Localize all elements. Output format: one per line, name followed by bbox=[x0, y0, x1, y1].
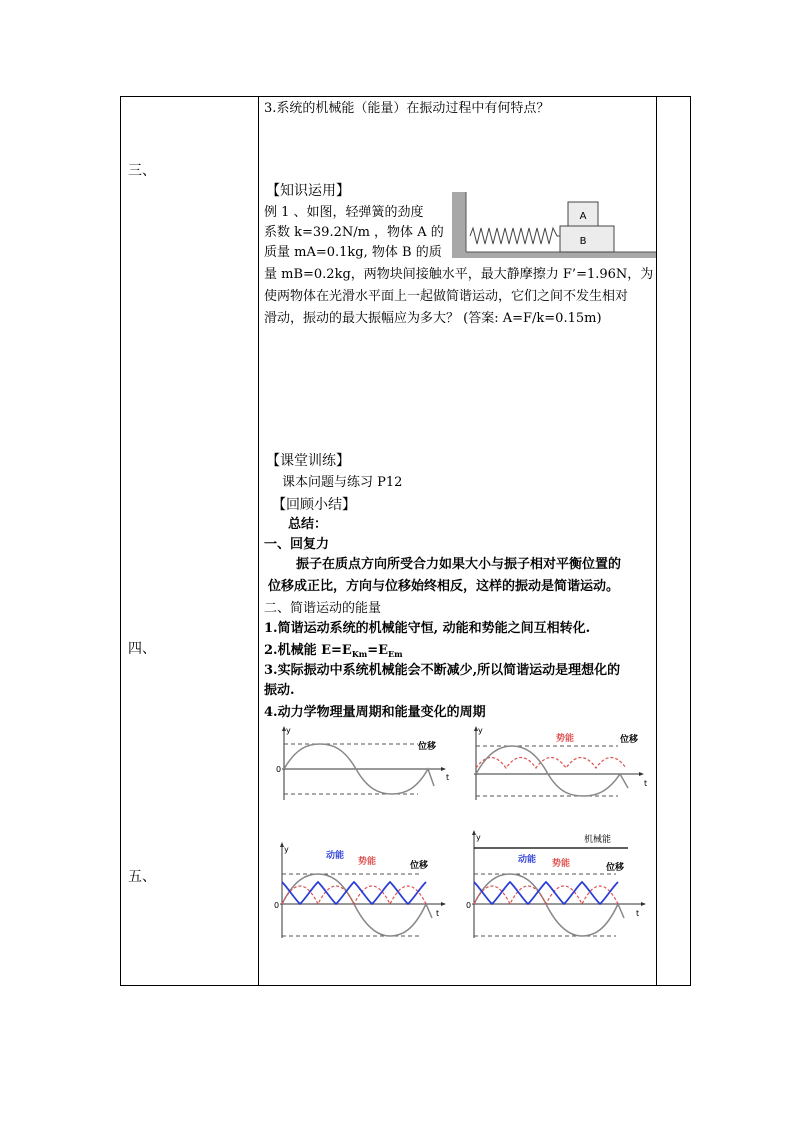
displacement-label: 位移 bbox=[620, 735, 639, 745]
row-label-san: 三、 bbox=[128, 163, 156, 179]
item-3-line-1: 3.实际振动中系统机械能会不断减少,所以简谐运动是理想化的 bbox=[264, 663, 621, 678]
displacement-label: 位移 bbox=[410, 861, 429, 871]
mechanical-label: 机械能 bbox=[584, 835, 612, 845]
potential-label: 势能 bbox=[358, 857, 377, 867]
item-4: 4.动力学物理量周期和能量变化的周期 bbox=[264, 705, 486, 720]
displacement-label: 位移 bbox=[606, 863, 625, 873]
potential-label: 势能 bbox=[556, 734, 575, 744]
example-line-2: 系数 k=39.2N/m ，物体 A 的 bbox=[264, 225, 444, 240]
column-divider-left bbox=[258, 96, 259, 986]
example-line-5: 使两物体在光滑水平面上一起做简谐运动，它们之间不发生相对 bbox=[264, 289, 629, 304]
block-a-label: A bbox=[579, 211, 587, 222]
axis-t-label: t bbox=[446, 773, 450, 782]
item-2: 2.机械能 $E=E_{Km}=E_{Em}$ bbox=[264, 643, 403, 659]
origin-label: 0 bbox=[276, 765, 282, 774]
kinetic-label: 动能 bbox=[326, 851, 345, 861]
graph-energy bbox=[272, 842, 452, 942]
example-line-1: 例 1 、如图，轻弹簧的劲度 bbox=[264, 205, 424, 220]
section-1-line-1: 振子在质点方向所受合力如果大小与振子相对平衡位置的 bbox=[296, 557, 622, 572]
example-line-4: 量 mB=0.2kg，两物块间接触水平，最大静摩擦力 F’=1.96N，为 bbox=[264, 267, 654, 282]
question-3: 3.系统的机械能（能量）在振动过程中有何特点？ bbox=[264, 101, 550, 116]
origin-label: 0 bbox=[466, 901, 472, 910]
row-label-si: 四、 bbox=[128, 641, 156, 657]
potential-label: 势能 bbox=[552, 859, 571, 869]
axis-t-label: t bbox=[644, 779, 648, 788]
axis-t-label: t bbox=[636, 909, 640, 918]
column-divider-right bbox=[656, 96, 657, 986]
displacement-label: 位移 bbox=[418, 742, 437, 752]
knowledge-title: 【知识运用】 bbox=[266, 183, 350, 199]
section-2-title: 二、简谐运动的能量 bbox=[264, 601, 382, 616]
practice-text: 课本问题与练习 P12 bbox=[282, 475, 403, 490]
item-1: 1.简谐运动系统的机械能守恒, 动能和势能之间互相转化. bbox=[264, 621, 591, 636]
kinetic-label: 动能 bbox=[518, 855, 537, 865]
origin-label: 0 bbox=[274, 901, 280, 910]
axis-y-label: y bbox=[478, 726, 483, 735]
axis-y-label: y bbox=[286, 726, 291, 735]
spring-block-figure bbox=[452, 192, 656, 260]
practice-title: 【课堂训练】 bbox=[266, 453, 350, 469]
item-3-line-2: 振动. bbox=[264, 683, 295, 698]
graph-displacement bbox=[272, 724, 452, 804]
section-1-line-2: 位移成正比，方向与位移始终相反，这样的振动是简谐运动。 bbox=[268, 579, 620, 594]
row-label-wu: 五、 bbox=[128, 869, 156, 885]
graph-mechanical-energy bbox=[466, 830, 652, 942]
section-1-title: 一、回复力 bbox=[264, 537, 330, 552]
block-b-label: B bbox=[579, 236, 587, 247]
axis-y-label: y bbox=[476, 833, 481, 842]
review-title: 【回顾小结】 bbox=[272, 497, 356, 513]
example-line-3: 质量 mA=0.1kg, 物体 B 的质 bbox=[264, 245, 442, 260]
summary-title: 总结： bbox=[288, 517, 328, 532]
graph-displacement-potential bbox=[468, 724, 648, 804]
axis-y-label: y bbox=[284, 845, 289, 854]
axis-t-label: t bbox=[436, 909, 440, 918]
example-line-6: 滑动，振动的最大振幅应为多大？ (答案: A=F/k=0.15m) bbox=[264, 311, 602, 326]
